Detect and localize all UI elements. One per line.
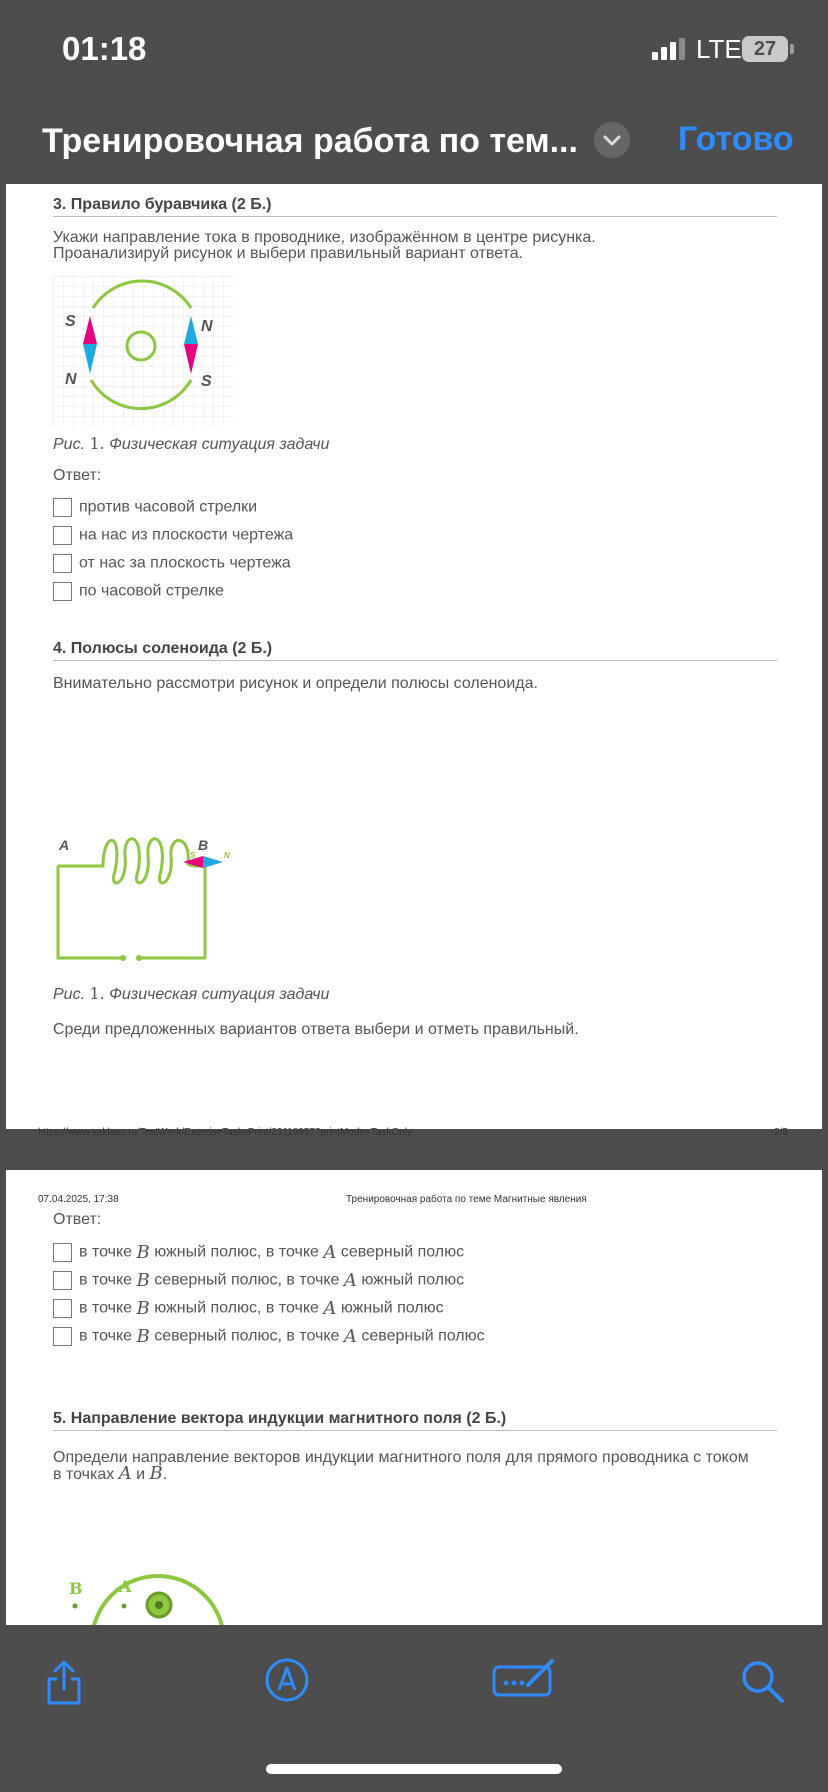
option-label: по часовой стрелке bbox=[79, 582, 224, 600]
option-text: южный полюс, в точке bbox=[154, 1299, 319, 1317]
label-b: B bbox=[198, 837, 209, 853]
point-var: A bbox=[118, 1463, 132, 1484]
label-a: A bbox=[119, 1577, 132, 1596]
home-indicator[interactable] bbox=[266, 1764, 562, 1774]
question-4-text: Внимательно рассмотри рисунок и определи полюсы соленоида. bbox=[53, 675, 538, 692]
option-label: от нас за плоскость чертежа bbox=[79, 554, 291, 572]
caption-prefix: Рис. bbox=[53, 436, 86, 453]
document-header bbox=[0, 100, 828, 184]
option-text: в точке bbox=[79, 1299, 133, 1317]
option-text: северный полюс, в точке bbox=[154, 1271, 340, 1289]
option-text: северный полюс bbox=[361, 1327, 485, 1345]
point-var: B bbox=[136, 1326, 150, 1347]
battery-icon: 27 bbox=[742, 36, 788, 62]
question-3-text-2: Проанализируй рисунок и выбери правильный вариант ответа. bbox=[53, 245, 524, 262]
answer-option[interactable] bbox=[53, 1326, 485, 1346]
checkbox[interactable] bbox=[53, 582, 72, 601]
option-text: северный полюс bbox=[340, 1243, 465, 1261]
question-4-title: 4. Полюсы соленоида (2 Б.) bbox=[53, 640, 273, 657]
footer-url[interactable]: https://www.yaklass.ru/TestWork/ExerciseTasksPrint/23118957?printMode=TaskOnly bbox=[38, 1127, 412, 1138]
option-label: на нас из плоскости чертежа bbox=[79, 526, 294, 544]
answer-option[interactable] bbox=[53, 1270, 464, 1290]
option-text: в точке bbox=[79, 1271, 133, 1289]
point-var: A bbox=[323, 1298, 337, 1319]
option-text: северный полюс, в точке bbox=[154, 1327, 340, 1345]
markup-icon[interactable] bbox=[264, 1657, 310, 1703]
answer-label: Ответ: bbox=[53, 467, 102, 484]
point-var: B bbox=[136, 1298, 150, 1319]
answer-option[interactable] bbox=[53, 582, 224, 602]
checkbox[interactable] bbox=[53, 1299, 72, 1318]
caption-number: 1. bbox=[89, 434, 105, 453]
label-s: S bbox=[190, 851, 196, 860]
status-bar bbox=[0, 0, 828, 100]
text-part: и bbox=[136, 1466, 146, 1483]
option-label: против часовой стрелки bbox=[79, 498, 258, 516]
answer-option[interactable] bbox=[53, 526, 293, 546]
label-n-right: N bbox=[201, 318, 213, 335]
pdf-page-3[interactable] bbox=[6, 1170, 822, 1625]
caption-text: Физическая ситуация задачи bbox=[109, 436, 330, 453]
checkbox[interactable] bbox=[53, 1243, 72, 1262]
point-var: A bbox=[323, 1242, 337, 1263]
option-text: в точке bbox=[79, 1327, 133, 1345]
figure-caption bbox=[53, 984, 329, 1004]
option-text: южный полюс, в точке bbox=[154, 1243, 319, 1261]
checkbox[interactable] bbox=[53, 1327, 72, 1346]
share-icon[interactable] bbox=[44, 1659, 84, 1707]
answer-option[interactable] bbox=[53, 498, 257, 518]
checkbox[interactable] bbox=[53, 498, 72, 517]
header-title: Тренировочная работа по теме Магнитные явления bbox=[346, 1194, 587, 1205]
answer-option[interactable] bbox=[53, 554, 291, 574]
search-icon[interactable] bbox=[740, 1659, 786, 1705]
answer-label: Ответ: bbox=[53, 1211, 102, 1228]
title-menu-button[interactable] bbox=[594, 122, 630, 158]
text-part: в точках bbox=[53, 1466, 115, 1483]
caption-text: Физическая ситуация задачи bbox=[109, 986, 330, 1003]
label-n: N bbox=[224, 851, 230, 860]
done-button[interactable]: Готово bbox=[678, 120, 794, 158]
option-text: в точке bbox=[79, 1243, 133, 1261]
status-time: 01:18 bbox=[62, 30, 147, 67]
point-var: A bbox=[343, 1326, 357, 1347]
network-label: LTE bbox=[696, 34, 742, 64]
figure-caption bbox=[53, 434, 329, 454]
question-5-title: 5. Направление вектора индукции магнитного поля (2 Б.) bbox=[53, 1410, 507, 1427]
document-title[interactable]: Тренировочная работа по тем... bbox=[42, 122, 578, 160]
divider bbox=[53, 660, 777, 661]
answer-option[interactable] bbox=[53, 1242, 464, 1262]
point-var: B bbox=[149, 1463, 163, 1484]
signature-icon[interactable] bbox=[492, 1655, 558, 1701]
pdf-page-2[interactable] bbox=[6, 184, 822, 1129]
signal-icon bbox=[652, 38, 686, 60]
answer-option[interactable] bbox=[53, 1298, 444, 1318]
text-part: . bbox=[162, 1466, 168, 1483]
question-5-text-2 bbox=[53, 1464, 777, 1484]
checkbox[interactable] bbox=[53, 554, 72, 573]
label-n-left: N bbox=[65, 371, 77, 388]
caption-number: 1. bbox=[89, 984, 105, 1003]
divider bbox=[53, 216, 777, 217]
divider bbox=[53, 1430, 777, 1431]
question-3-title: 3. Правило буравчика (2 Б.) bbox=[53, 196, 272, 213]
header-date: 07.04.2025, 17:38 bbox=[38, 1194, 119, 1205]
question-4-instruction: Среди предложенных вариантов ответа выбери и отметь правильный. bbox=[53, 1021, 579, 1038]
question-3-text-1: Укажи направление тока в проводнике, изображённом в центре рисунка. bbox=[53, 229, 596, 246]
figure-solenoid-diagram bbox=[53, 816, 253, 964]
option-text: южный полюс bbox=[340, 1299, 444, 1317]
footer-page-number: 2/5 bbox=[774, 1127, 788, 1138]
chevron-down-icon bbox=[594, 122, 630, 158]
figure-compass-diagram bbox=[53, 276, 233, 426]
label-s-left: S bbox=[65, 313, 76, 330]
checkbox[interactable] bbox=[53, 1271, 72, 1290]
point-var: B bbox=[136, 1242, 150, 1263]
figure-field-lines-diagram bbox=[53, 1530, 253, 1625]
checkbox[interactable] bbox=[53, 526, 72, 545]
battery-cap bbox=[790, 44, 794, 54]
label-s-right: S bbox=[201, 373, 212, 390]
question-5-text-1: Определи направление векторов индукции магнитного поля для прямого проводника с током bbox=[53, 1449, 749, 1466]
option-text: южный полюс bbox=[361, 1271, 465, 1289]
point-var: B bbox=[136, 1270, 150, 1291]
label-b: B bbox=[69, 1579, 83, 1598]
caption-prefix: Рис. bbox=[53, 986, 86, 1003]
label-a: A bbox=[59, 837, 70, 853]
point-var: A bbox=[343, 1270, 357, 1291]
